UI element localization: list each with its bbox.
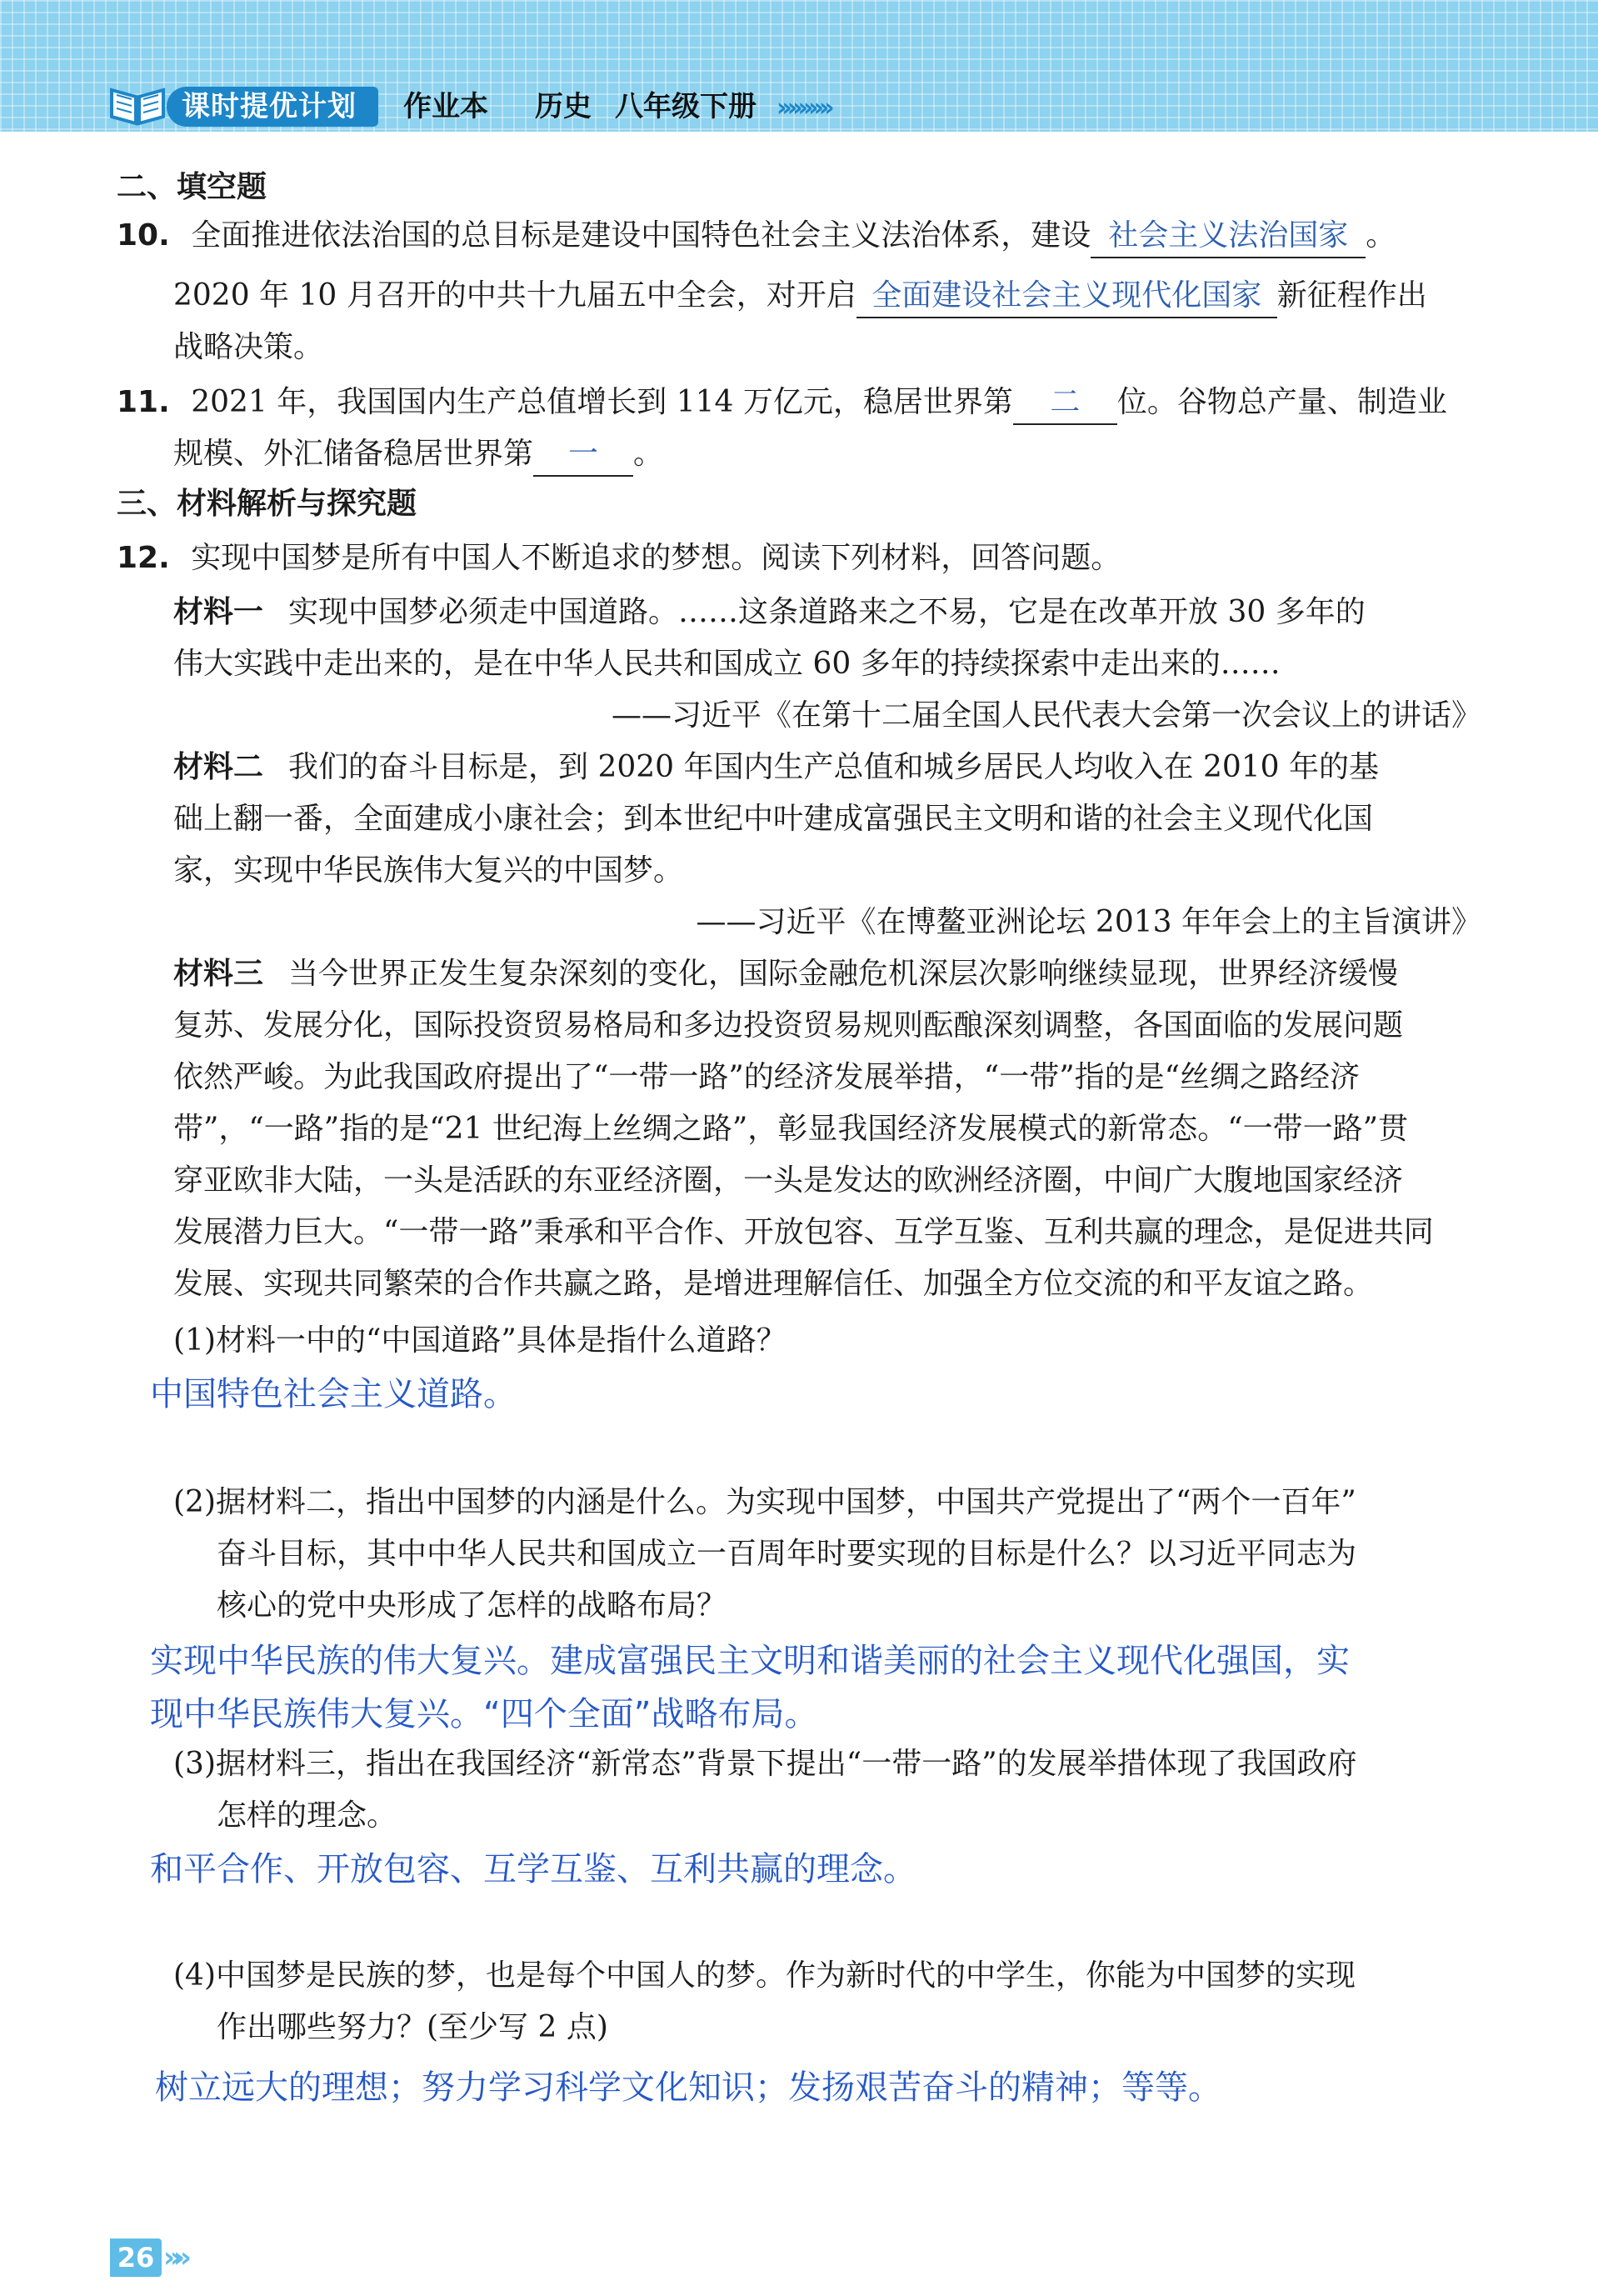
material-3-line-2: 复苏、发展分化，国际投资贸易格局和多边投资贸易规则酝酿深刻调整，各国面临的发展问题 bbox=[173, 1008, 1404, 1043]
q11-text-2: 规模、外汇储备稳居世界第 bbox=[173, 437, 534, 471]
question-number: 10. bbox=[117, 218, 170, 253]
material-3-line-1 bbox=[173, 953, 1398, 995]
material-2-line-2: 础上翻一番，全面建成小康社会；到本世纪中叶建成富强民主文明和谐的社会主义现代化国 bbox=[173, 802, 1374, 836]
q11-blank-2: 一 bbox=[533, 433, 633, 477]
q10-line-1 bbox=[117, 215, 1396, 258]
subquestion-3-line-1: (3)据材料三，指出在我国经济“新常态”背景下提出“一带一路”的发展举措体现了我国政府 bbox=[173, 1747, 1357, 1781]
subquestion-1: (1)材料一中的“中国道路”具体是指什么道路？ bbox=[173, 1323, 787, 1358]
material-2-label: 材料二 bbox=[173, 750, 264, 784]
material-3-line-7: 发展、实现共同繁荣的合作共赢之路，是增进理解信任、加强全方位交流的和平友谊之路。 bbox=[173, 1267, 1374, 1301]
grade: 八年级下册 bbox=[615, 90, 757, 123]
page-chevron-icon: »» bbox=[163, 2241, 183, 2274]
series-title: 课时提优计划 bbox=[167, 87, 378, 127]
q11-line-2 bbox=[173, 433, 663, 477]
material-1-label: 材料一 bbox=[173, 595, 264, 629]
q10-end-2: 新征程作出 bbox=[1276, 278, 1427, 313]
page-number: 26 bbox=[110, 2238, 162, 2277]
section-heading-material: 三、材料解析与探究题 bbox=[117, 487, 417, 521]
q10-text-1: 全面推进依法治国的总目标是建设中国特色社会主义法治体系，建设 bbox=[191, 218, 1091, 253]
subquestion-2-line-2: 奋斗目标，其中中华人民共和国成立一百周年时要实现的目标是什么？以习近平同志为 bbox=[217, 1537, 1357, 1571]
q10-line-2 bbox=[173, 275, 1427, 318]
material-2-line-3: 家，实现中华民族伟大复兴的中国梦。 bbox=[173, 853, 684, 888]
subquestion-4-line-2: 作出哪些努力？(至少写 2 点) bbox=[217, 2010, 608, 2044]
subquestion-2-line-3: 核心的党中央形成了怎样的战略布局？ bbox=[217, 1588, 727, 1623]
material-1-line-2: 伟大实践中走出来的，是在中华人民共和国成立 60 多年的持续探索中走出来的…… bbox=[173, 647, 1281, 681]
material-2-line-1 bbox=[173, 747, 1379, 788]
subquestion-4-line-1: (4)中国梦是民族的梦，也是每个中国人的梦。作为新时代的中学生，你能为中国梦的实现 bbox=[173, 1958, 1356, 1993]
q10-blank-2: 全面建设社会主义现代化国家 bbox=[856, 275, 1277, 318]
answer-4: 树立远大的理想；努力学习科学文化知识；发扬艰苦奋斗的精神；等等。 bbox=[155, 2068, 1221, 2107]
material-1-source: ——习近平《在第十二届全国人民代表大会第一次会议上的讲话》 bbox=[611, 698, 1481, 733]
material-3-line-5: 穿亚欧非大陆，一头是活跃的东亚经济圈，一头是发达的欧洲经济圈，中间广大腹地国家经济 bbox=[173, 1163, 1404, 1198]
answer-1: 中国特色社会主义道路。 bbox=[150, 1375, 517, 1413]
q11-line-1 bbox=[117, 382, 1447, 425]
q11-blank-1: 二 bbox=[1013, 382, 1117, 425]
q11-end-2: 。 bbox=[633, 437, 664, 471]
subquestion-2-line-1: (2)据材料二，指出中国梦的内涵是什么。为实现中国梦，中国共产党提出了“两个一百年” bbox=[173, 1485, 1356, 1519]
q11-text-1: 2021 年，我国国内生产总值增长到 114 万亿元，稳居世界第 bbox=[191, 385, 1013, 419]
question-number: 12. bbox=[117, 541, 170, 575]
material-2-text-1: 我们的奋斗目标是，到 2020 年国内生产总值和城乡居民人均收入在 2010 年的基 bbox=[288, 750, 1380, 784]
q10-blank-1: 社会主义法治国家 bbox=[1091, 215, 1366, 258]
answer-2-line-2: 现中华民族伟大复兴。“四个全面”战略布局。 bbox=[150, 1695, 818, 1733]
q11-end-1: 位。谷物总产量、制造业 bbox=[1116, 385, 1447, 419]
material-1-line-1 bbox=[173, 592, 1366, 633]
q10-end-1: 。 bbox=[1366, 218, 1396, 253]
subquestion-3-line-2: 怎样的理念。 bbox=[217, 1798, 397, 1833]
material-1-text-1: 实现中国梦必须走中国道路。……这条道路来之不易，它是在改革开放 30 多年的 bbox=[288, 595, 1366, 629]
q12-intro: 实现中国梦是所有中国人不断追求的梦想。阅读下列材料，回答问题。 bbox=[191, 541, 1121, 575]
material-3-line-4: 带”，“一路”指的是“21 世纪海上丝绸之路”，彰显我国经济发展模式的新常态。“一带一路”贯 bbox=[173, 1112, 1409, 1146]
question-number: 11. bbox=[117, 385, 170, 419]
material-3-label: 材料三 bbox=[173, 957, 264, 991]
material-3-line-3: 依然严峻。为此我国政府提出了“一带一路”的经济发展举措，“一带”指的是“丝绸之路经济 bbox=[173, 1060, 1361, 1094]
q10-text-2: 2020 年 10 月召开的中共十九届五中全会，对开启 bbox=[173, 278, 856, 313]
section-heading-fill: 二、填空题 bbox=[117, 170, 267, 204]
q10-line-3: 战略决策。 bbox=[173, 330, 324, 364]
answer-3: 和平合作、开放包容、互学互鉴、互利共赢的理念。 bbox=[150, 1850, 916, 1888]
subject: 历史 bbox=[535, 90, 592, 123]
book-type: 作业本 bbox=[403, 90, 488, 123]
material-3-text-1: 当今世界正发生复杂深刻的变化，国际金融危机深层次影响继续显现，世界经济缓慢 bbox=[288, 957, 1399, 991]
open-book-icon bbox=[108, 77, 167, 127]
q12-intro-line bbox=[117, 538, 1121, 579]
material-3-line-6: 发展潜力巨大。“一带一路”秉承和平合作、开放包容、互学互鉴、互利共赢的理念，是促进共同 bbox=[173, 1215, 1434, 1249]
answer-2-line-1: 实现中华民族的伟大复兴。建成富强民主文明和谐美丽的社会主义现代化强国，实 bbox=[150, 1642, 1350, 1680]
material-2-source: ——习近平《在博鳌亚洲论坛 2013 年年会上的主旨演讲》 bbox=[696, 905, 1481, 939]
header-chevrons: ›››››››››› bbox=[777, 93, 830, 123]
